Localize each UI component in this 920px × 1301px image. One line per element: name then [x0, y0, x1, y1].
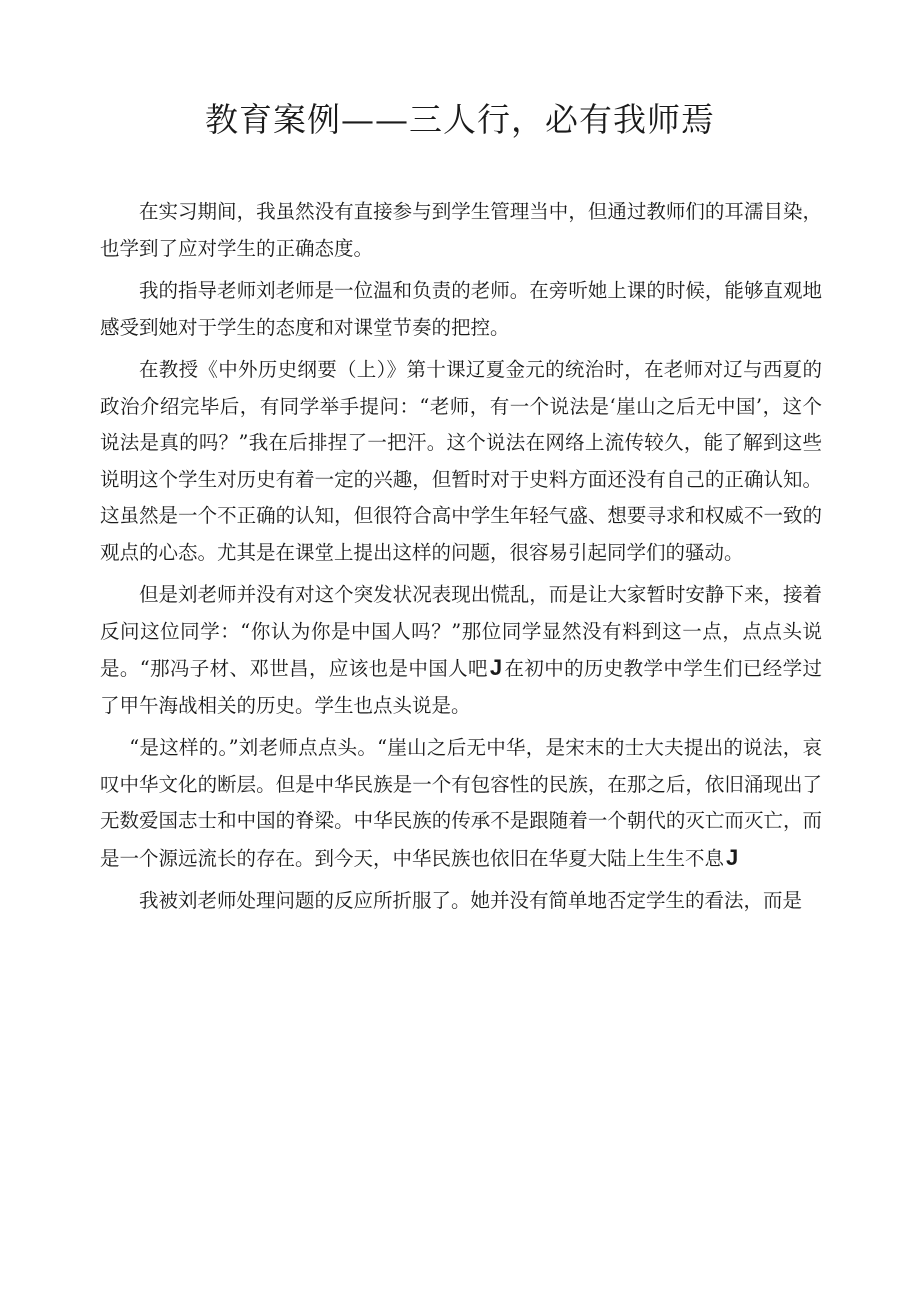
paragraph-4-text-b: 在初中的历史教学中学生们已经学过了甲午海战相关的历史。学生也点头说是。	[100, 657, 822, 717]
paragraph-4	[100, 577, 822, 724]
paragraph-2: 我的指导老师刘老师是一位温和负责的老师。在旁听她上课的时候，能够直观地感受到她对于学生的态度和对课堂节奏的把控。	[100, 279, 822, 339]
paragraph-4-text-a: 但是刘老师并没有对这个突发状况表现出慌乱，而是让大家暂时安静下来，接着反问这位同学：“你认为你是中国人吗？”那位同学显然没有料到这一点，点点头说是。“那冯子材、邓世昌，应该也是中国人吧	[100, 583, 822, 680]
paragraph-5-text: “是这样的。”刘老师点点头。“崖山之后无中华，是宋末的士大夫提出的说法，哀叹中华文化的断层。但是中华民族是一个有包容性的民族，在那之后，依旧涌现出了无数爱国志士和中国的脊梁。中华民族的传承不是跟随着一个朝代的灭亡而灭亡，而是一个源远流长的存在。到今天，中华民族也依旧在华夏大陆上生生不息	[100, 736, 822, 870]
paragraph-6: 我被刘老师处理问题的反应所折服了。她并没有简单地否定学生的看法，而是	[139, 889, 803, 912]
document-title: 教育案例——三人行，必有我师焉	[205, 100, 715, 139]
document-body	[100, 194, 822, 926]
paragraph-3: 在教授《中外历史纲要（上）》第十课辽夏金元的统治时，在老师对辽与西夏的政治介绍完毕后，有同学举手提问：“老师，有一个说法是‘崖山之后无中国’，这个说法是真的吗？”我在后排捏了一把汗。这个说法在网络上流传较久，能了解到这些说明这个学生对历史有着一定的兴趣，但暂时对于史料方面还没有自己的正确认知。这虽然是一个不正确的认知，但很符合高中学生年轻气盛、想要寻求和权威不一致的观点的心态。尤其是在课堂上提出这样的问题，很容易引起同学们的骚动。	[100, 358, 822, 564]
paragraph-4-mark: J	[489, 655, 503, 680]
paragraph-5	[100, 730, 822, 877]
paragraph-5-mark: J	[726, 844, 739, 870]
paragraph-1: 在实习期间，我虽然没有直接参与到学生管理当中，但通过教师们的耳濡目染，也学到了应对学生的正确态度。	[100, 200, 822, 260]
